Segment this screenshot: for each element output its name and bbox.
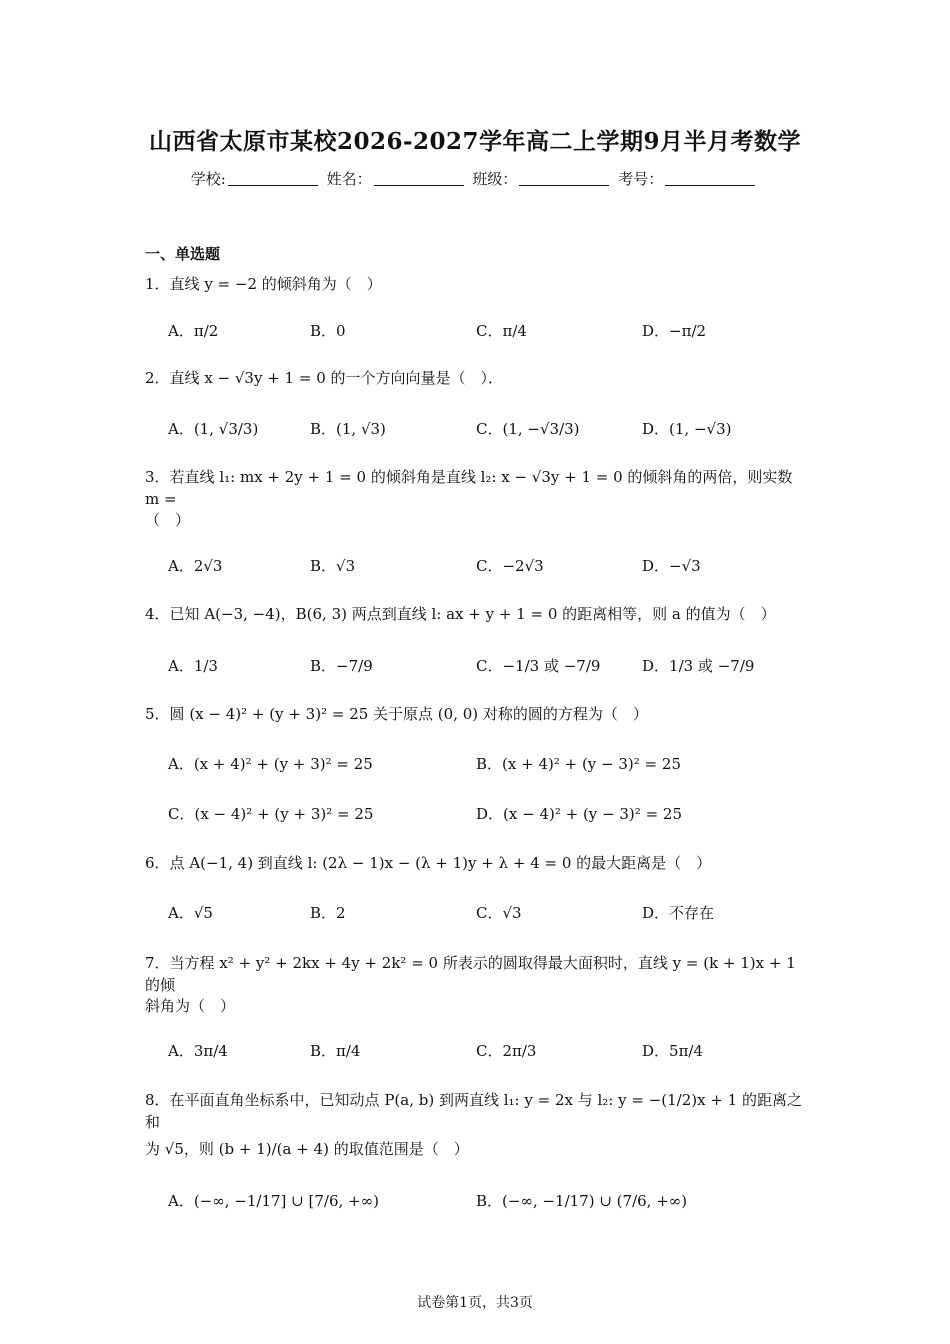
question-6: 6．点 A(−1, 4) 到直线 l: (2λ − 1)x − (λ + 1)y + λ + 4 = 0 的最大距离是（ ）: [145, 854, 712, 872]
section-title: 一、单选题: [145, 245, 221, 263]
question-8-continued: 为 √5，则 (b + 1)/(a + 4) 的取值范围是（ ）: [145, 1140, 469, 1158]
option-c: C．(x − 4)² + (y + 3)² = 25: [168, 805, 374, 823]
option-a: A．(−∞, −1/17] ∪ [7/6, +∞): [168, 1192, 379, 1210]
exam-number-blank: [665, 171, 755, 186]
school-label: 学校:: [190, 170, 226, 188]
option-c: C．(1, −√3/3): [476, 420, 580, 438]
question-7-continued: 斜角为（ ）: [145, 997, 236, 1015]
option-c: C．−2√3: [476, 557, 544, 575]
option-b: B．π/4: [310, 1042, 361, 1060]
option-d: D．−π/2: [642, 322, 707, 340]
name-blank: [374, 171, 464, 186]
question-3-continued: （ ）: [145, 511, 191, 529]
option-a: A．(1, √3/3): [168, 420, 259, 438]
class-label: 班级：: [472, 170, 518, 188]
option-a: A．1/3: [168, 657, 218, 675]
name-label: 姓名：: [326, 170, 372, 188]
question-stem: 点 A(−1, 4) 到直线 l: (2λ − 1)x − (λ + 1)y + λ + 4 = 0 的最大距离是（ ）: [169, 854, 712, 872]
option-a: A．3π/4: [168, 1042, 228, 1060]
student-info-line: [0, 168, 950, 189]
option-b: B．0: [310, 322, 346, 340]
question-stem: 在平面直角坐标系中，已知动点 P(a, b) 到两直线 l₁: y = 2x 与 l₂: y = −(1/2)x + 1 的距离之和: [145, 1091, 802, 1131]
question-3: 3．若直线 l₁: mx + 2y + 1 = 0 的倾斜角是直线 l₂: x − √3y + 1 = 0 的倾斜角的两倍，则实数 m =: [145, 468, 793, 508]
option-c: C．π/4: [476, 322, 527, 340]
option-b: B．(x + 4)² + (y − 3)² = 25: [476, 755, 681, 773]
option-d: D．5π/4: [642, 1042, 704, 1060]
option-d: D．1/3 或 −7/9: [642, 657, 755, 675]
option-a: A．(x + 4)² + (y + 3)² = 25: [168, 755, 373, 773]
option-d: D．−√3: [642, 557, 701, 575]
page-footer: 试卷第1页，共3页: [417, 1295, 533, 1311]
option-a: A．π/2: [168, 322, 219, 340]
question-8: 8．在平面直角坐标系中，已知动点 P(a, b) 到两直线 l₁: y = 2x 与 l₂: y = −(1/2)x + 1 的距离之和: [145, 1091, 802, 1131]
option-b: B．2: [310, 904, 346, 922]
question-7: 7．当方程 x² + y² + 2kx + 4y + 2k² = 0 所表示的圆取得最大面积时，直线 y = (k + 1)x + 1 的倾: [145, 954, 796, 994]
option-c: C．2π/3: [476, 1042, 537, 1060]
question-stem: 圆 (x − 4)² + (y + 3)² = 25 关于原点 (0, 0) 对称的圆的方程为（ ）: [169, 705, 648, 723]
option-d: D．(1, −√3): [642, 420, 732, 438]
option-c: C．−1/3 或 −7/9: [476, 657, 601, 675]
question-4: 4．已知 A(−3, −4)，B(6, 3) 两点到直线 l: ax + y + 1 = 0 的距离相等，则 a 的值为（ ）: [145, 605, 776, 623]
question-2: 2．直线 x − √3y + 1 = 0 的一个方向向量是（ ）．: [145, 369, 504, 387]
school-blank: [228, 171, 318, 186]
option-a: A．2√3: [168, 557, 223, 575]
option-d: D．(x − 4)² + (y − 3)² = 25: [476, 805, 682, 823]
option-a: A．√5: [168, 904, 213, 922]
option-b: B．√3: [310, 557, 356, 575]
option-b: B．(1, √3): [310, 420, 386, 438]
option-c: C．√3: [476, 904, 522, 922]
question-stem: 直线 y = −2 的倾斜角为（ ）: [169, 275, 382, 293]
exam-title: 山西省太原市某校2026-2027学年高二上学期9月半月考数学: [148, 128, 802, 155]
question-stem: 直线 x − √3y + 1 = 0 的一个方向向量是（ ）．: [169, 369, 504, 387]
option-d: D．不存在: [642, 904, 715, 922]
question-1: 1．直线 y = −2 的倾斜角为（ ）: [145, 275, 382, 293]
question-5: 5．圆 (x − 4)² + (y + 3)² = 25 关于原点 (0, 0) 对称的圆的方程为（ ）: [145, 705, 648, 723]
question-stem: 已知 A(−3, −4)，B(6, 3) 两点到直线 l: ax + y + 1 = 0 的距离相等，则 a 的值为（ ）: [169, 605, 776, 623]
class-blank: [519, 171, 609, 186]
question-stem: 当方程 x² + y² + 2kx + 4y + 2k² = 0 所表示的圆取得最大面积时，直线 y = (k + 1)x + 1 的倾: [145, 954, 796, 994]
question-stem: 若直线 l₁: mx + 2y + 1 = 0 的倾斜角是直线 l₂: x − √3y + 1 = 0 的倾斜角的两倍，则实数 m =: [145, 468, 793, 508]
exam-number-label: 考号：: [618, 170, 664, 188]
option-b: B．(−∞, −1/17) ∪ (7/6, +∞): [476, 1192, 688, 1210]
option-b: B．−7/9: [310, 657, 373, 675]
